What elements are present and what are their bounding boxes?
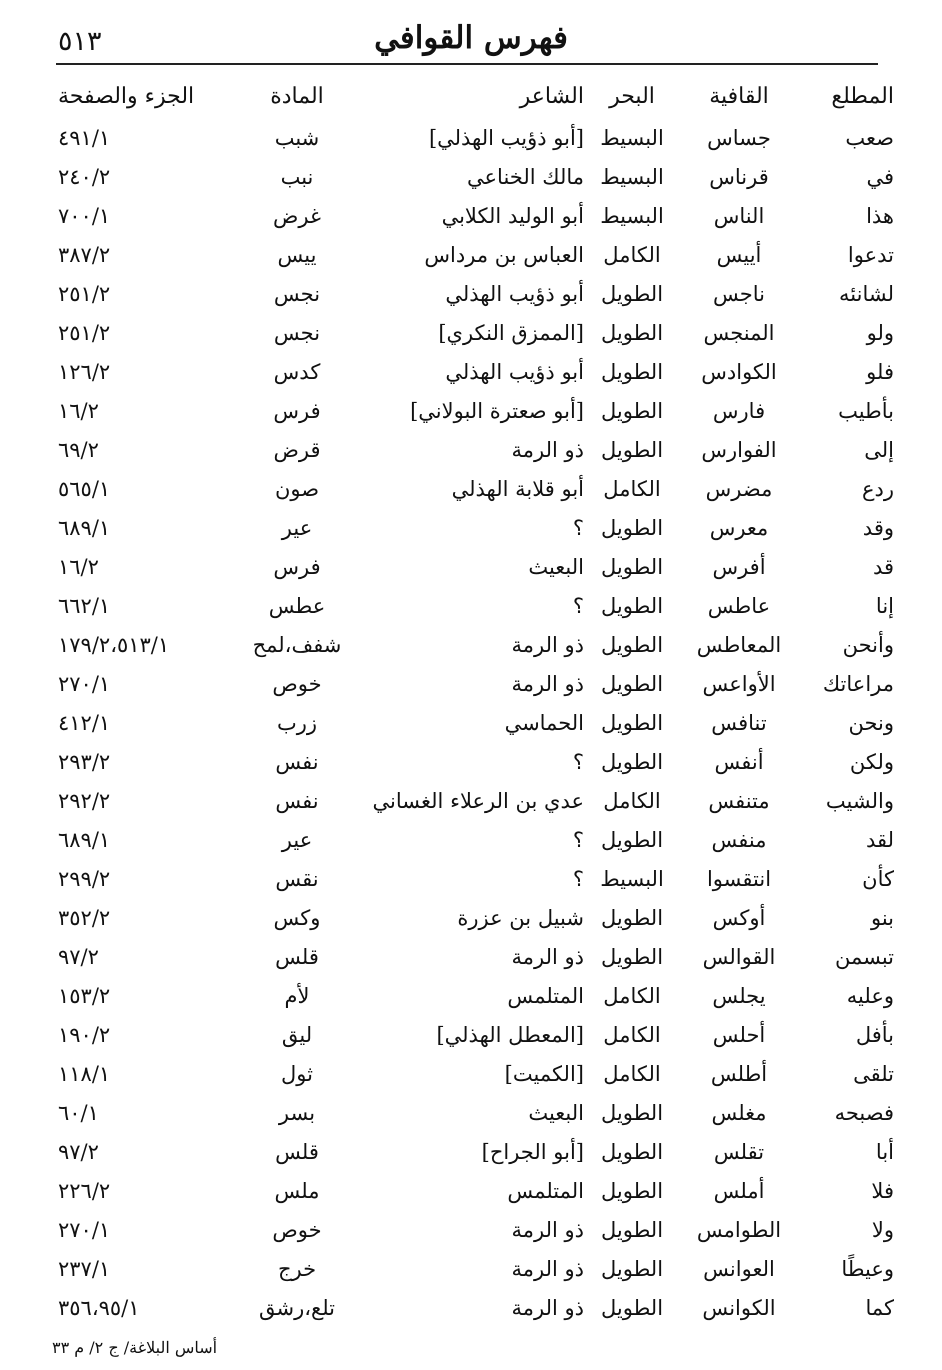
cell-qafia: يجلس — [712, 983, 766, 1008]
cell-madda: شبب — [274, 125, 320, 150]
table-row — [52, 1054, 900, 1093]
cell-matla: هذا — [866, 203, 894, 228]
cell-matla: ولكن — [849, 749, 894, 774]
page-title: فهرس القوافي — [374, 20, 568, 56]
cell-madda: ثول — [281, 1061, 313, 1086]
cell-shaer: عدي بن الرعلاء الغساني — [372, 788, 584, 813]
table-row — [52, 313, 900, 352]
cell-qafia: مغلس — [711, 1100, 767, 1125]
cell-qafia: أييس — [716, 242, 762, 267]
page-number: ٥١٣ — [58, 26, 102, 57]
cell-madda: نبب — [280, 164, 314, 189]
cell-madda: غرض — [273, 203, 321, 228]
table-row — [52, 547, 900, 586]
cell-bahr: الكامل — [603, 788, 661, 813]
cell-matla: كما — [865, 1295, 894, 1320]
cell-madda: خوص — [272, 1217, 322, 1242]
cell-matla: قد — [872, 554, 894, 579]
cell-madda: نفس — [275, 788, 319, 813]
table-row — [52, 820, 900, 859]
cell-shaer: ذو الرمة — [511, 671, 584, 696]
cell-juz: ٩٧/٢ — [58, 944, 99, 969]
cell-bahr: الطويل — [600, 1139, 664, 1164]
cell-madda: عير — [281, 515, 313, 540]
cell-qafia: تنافس — [711, 710, 767, 735]
cell-madda: وكس — [273, 905, 321, 930]
cell-shaer: مالك الخناعي — [467, 164, 584, 189]
cell-shaer: أبو قلابة الهذلي — [451, 476, 584, 501]
cell-qafia: جساس — [707, 125, 771, 150]
cell-juz: ١٥٣/٢ — [58, 983, 111, 1008]
cell-qafia: المعاطس — [696, 632, 782, 657]
cell-matla: ردع — [861, 476, 894, 501]
cell-juz: ٥٦٥/١ — [58, 476, 111, 501]
cell-matla: فصبحه — [834, 1100, 894, 1125]
cell-qafia: أنفس — [714, 749, 764, 774]
cell-qafia: أملس — [713, 1178, 765, 1203]
cell-madda: نقس — [275, 866, 319, 891]
column-header-matla: المطلع — [831, 83, 894, 109]
cell-juz: ١٢٦/٢ — [58, 359, 111, 384]
table-row — [52, 937, 900, 976]
table-row — [52, 469, 900, 508]
cell-qafia: الكوانس — [702, 1295, 776, 1320]
cell-juz: ١٧٩/٢،٥١٣/١ — [58, 632, 170, 657]
column-header-qafia: القافية — [709, 83, 769, 109]
cell-qafia: المنجس — [703, 320, 775, 345]
cell-juz: ٦٩/٢ — [58, 437, 99, 462]
cell-madda: قرض — [273, 437, 321, 462]
cell-madda: لأم — [284, 983, 310, 1008]
cell-bahr: البسيط — [600, 125, 664, 150]
cell-madda: صون — [274, 476, 320, 501]
cell-matla: بأطيب — [838, 398, 894, 423]
cell-madda: زرب — [276, 710, 318, 735]
cell-shaer: العباس بن مرداس — [424, 242, 584, 267]
cell-shaer: ذو الرمة — [511, 1295, 584, 1320]
cell-bahr: البسيط — [600, 203, 664, 228]
cell-bahr: الطويل — [600, 515, 664, 540]
cell-bahr: الطويل — [600, 437, 664, 462]
cell-madda: فرس — [273, 554, 321, 579]
cell-bahr: الكامل — [603, 983, 661, 1008]
cell-matla: تبسمن — [834, 944, 894, 969]
table-body — [52, 118, 900, 1327]
table-row — [52, 703, 900, 742]
cell-shaer: أبو ذؤيب الهذلي — [445, 359, 584, 384]
cell-bahr: الطويل — [600, 671, 664, 696]
cell-madda: ملس — [274, 1178, 320, 1203]
cell-shaer: المتلمس — [507, 983, 584, 1008]
cell-madda: فرس — [273, 398, 321, 423]
cell-qafia: الكوادس — [701, 359, 777, 384]
table-row — [52, 625, 900, 664]
cell-bahr: الطويل — [600, 1178, 664, 1203]
table-row — [52, 898, 900, 937]
cell-qafia: القوالس — [702, 944, 776, 969]
cell-matla: أبا — [875, 1139, 894, 1164]
cell-juz: ٢٣٧/١ — [58, 1256, 111, 1281]
cell-shaer: الحماسي — [504, 710, 584, 735]
table-row — [52, 781, 900, 820]
cell-madda: نفس — [275, 749, 319, 774]
cell-qafia: الناس — [713, 203, 765, 228]
cell-bahr: الكامل — [603, 476, 661, 501]
cell-matla: بنو — [870, 905, 894, 930]
cell-juz: ٢٩٣/٢ — [58, 749, 111, 774]
cell-shaer: [أبو ذؤيب الهذلي] — [428, 125, 584, 150]
cell-bahr: الطويل — [600, 905, 664, 930]
cell-juz: ١٦/٢ — [58, 554, 99, 579]
cell-madda: عير — [281, 827, 313, 852]
cell-shaer: ذو الرمة — [511, 437, 584, 462]
column-header-bahr: البحر — [609, 83, 655, 109]
footer-signature: أساس البلاغة/ ج ٢/ م ٣٣ — [52, 1338, 218, 1357]
cell-shaer: المتلمس — [507, 1178, 584, 1203]
cell-madda: ليق — [281, 1022, 313, 1047]
header-rule — [56, 63, 878, 65]
cell-matla: كأن — [862, 866, 894, 891]
cell-matla: لقد — [865, 827, 894, 852]
cell-juz: ١٩٠/٢ — [58, 1022, 111, 1047]
cell-shaer: [الممزق النكري] — [438, 320, 584, 345]
cell-matla: إنا — [875, 593, 894, 618]
table-row — [52, 196, 900, 235]
cell-qafia: أفرس — [712, 554, 766, 579]
cell-madda: نجس — [273, 281, 321, 306]
table-row — [52, 586, 900, 625]
cell-shaer: أبو ذؤيب الهذلي — [445, 281, 584, 306]
cell-shaer: البعيث — [528, 554, 584, 579]
cell-shaer: شبيل بن عزرة — [457, 905, 584, 930]
cell-qafia: أوكس — [712, 905, 766, 930]
cell-qafia: أطلس — [710, 1061, 768, 1086]
cell-shaer: [أبو الجراح] — [481, 1139, 584, 1164]
cell-juz: ٢٧٠/١ — [58, 1217, 111, 1242]
cell-bahr: الطويل — [600, 827, 664, 852]
cell-madda: تلع،رشق — [258, 1295, 335, 1320]
table-row — [52, 1171, 900, 1210]
column-header-juz: الجزء والصفحة — [58, 83, 195, 109]
cell-qafia: الطوامس — [696, 1217, 782, 1242]
column-header-shaer: الشاعر — [519, 83, 584, 109]
cell-qafia: مضرس — [705, 476, 773, 501]
table-row — [52, 1249, 900, 1288]
cell-matla: بأفل — [855, 1022, 894, 1047]
table-row — [52, 157, 900, 196]
cell-juz: ٦٨٩/١ — [58, 827, 111, 852]
table-row — [52, 430, 900, 469]
cell-shaer: ؟ — [572, 827, 584, 852]
cell-madda: عطس — [268, 593, 326, 618]
cell-matla: والشيب — [825, 788, 894, 813]
column-header-madda: المادة — [270, 83, 324, 109]
table-row — [52, 118, 900, 157]
cell-shaer: ؟ — [572, 593, 584, 618]
cell-shaer: ذو الرمة — [511, 1217, 584, 1242]
cell-qafia: قرناس — [709, 164, 769, 189]
table-row — [52, 1015, 900, 1054]
cell-qafia: الفوارس — [701, 437, 777, 462]
cell-qafia: العوانس — [703, 1256, 775, 1281]
cell-bahr: الطويل — [600, 632, 664, 657]
cell-juz: ٢٩٩/٢ — [58, 866, 111, 891]
cell-bahr: الطويل — [600, 554, 664, 579]
table-row — [52, 508, 900, 547]
cell-juz: ٢٤٠/٢ — [58, 164, 111, 189]
cell-juz: ٢٢٦/٢ — [58, 1178, 111, 1203]
cell-qafia: ناجس — [713, 281, 765, 306]
cell-shaer: ؟ — [572, 866, 584, 891]
cell-bahr: الطويل — [600, 398, 664, 423]
cell-matla: ونحن — [848, 710, 894, 735]
cell-juz: ٦٦٢/١ — [58, 593, 111, 618]
cell-matla: وعليه — [846, 983, 894, 1008]
cell-bahr: الطويل — [600, 281, 664, 306]
table-row — [52, 274, 900, 313]
cell-madda: بسر — [278, 1100, 316, 1125]
cell-matla: فلا — [871, 1178, 894, 1203]
cell-matla: فلو — [866, 359, 894, 384]
cell-bahr: الطويل — [600, 944, 664, 969]
cell-bahr: الكامل — [603, 242, 661, 267]
cell-madda: قلس — [275, 944, 319, 969]
cell-shaer: ذو الرمة — [511, 632, 584, 657]
cell-qafia: أحلس — [712, 1022, 766, 1047]
table-row — [52, 1210, 900, 1249]
cell-qafia: متنفس — [708, 788, 770, 813]
cell-matla: تدعوا — [847, 242, 894, 267]
cell-bahr: الطويل — [600, 1100, 664, 1125]
cell-juz: ٣٥٢/٢ — [58, 905, 111, 930]
cell-bahr: الطويل — [600, 593, 664, 618]
cell-matla: إلى — [864, 437, 894, 462]
cell-bahr: الكامل — [603, 1061, 661, 1086]
table-row — [52, 1132, 900, 1171]
cell-qafia: تقلس — [713, 1139, 765, 1164]
cell-matla: ولا — [871, 1217, 894, 1242]
cell-matla: ولو — [866, 320, 894, 345]
cell-matla: وأنحن — [842, 632, 894, 657]
cell-juz: ٢٩٢/٢ — [58, 788, 111, 813]
cell-qafia: انتقسوا — [706, 866, 772, 891]
cell-bahr: الطويل — [600, 710, 664, 735]
table-row — [52, 1093, 900, 1132]
cell-juz: ٧٠٠/١ — [58, 203, 111, 228]
table-row — [52, 859, 900, 898]
cell-madda: كدس — [273, 359, 321, 384]
cell-juz: ٢٧٠/١ — [58, 671, 111, 696]
cell-juz: ٤١٢/١ — [58, 710, 111, 735]
cell-shaer: ذو الرمة — [511, 944, 584, 969]
cell-shaer: [الكميت] — [504, 1061, 584, 1086]
cell-madda: نجس — [273, 320, 321, 345]
cell-juz: ١١٨/١ — [58, 1061, 111, 1086]
cell-shaer: أبو الوليد الكلابي — [441, 203, 584, 228]
cell-bahr: الطويل — [600, 359, 664, 384]
cell-matla: صعب — [845, 125, 894, 150]
cell-madda: قلس — [275, 1139, 319, 1164]
table-row — [52, 352, 900, 391]
cell-bahr: البسيط — [600, 866, 664, 891]
cell-juz: ٦٨٩/١ — [58, 515, 111, 540]
table-row — [52, 1288, 900, 1327]
cell-matla: وعيطًا — [841, 1256, 894, 1281]
cell-juz: ٢٥١/٢ — [58, 281, 111, 306]
cell-qafia: فارس — [712, 398, 766, 423]
table-row — [52, 742, 900, 781]
cell-qafia: معرس — [709, 515, 769, 540]
cell-matla: في — [866, 164, 894, 189]
cell-bahr: الطويل — [600, 1217, 664, 1242]
cell-madda: شفف،لمح — [252, 632, 342, 657]
cell-juz: ٩٧/٢ — [58, 1139, 99, 1164]
cell-bahr: الطويل — [600, 1256, 664, 1281]
cell-qafia: منفس — [711, 827, 767, 852]
table-row — [52, 664, 900, 703]
cell-shaer: ذو الرمة — [511, 1256, 584, 1281]
cell-shaer: ؟ — [572, 515, 584, 540]
cell-matla: مراعاتك — [822, 671, 894, 696]
cell-qafia: عاطس — [707, 593, 771, 618]
cell-juz: ٢٥١/٢ — [58, 320, 111, 345]
cell-bahr: الطويل — [600, 320, 664, 345]
cell-juz: ٣٥٦،٩٥/١ — [58, 1295, 140, 1320]
cell-shaer: [المعطل الهذلي] — [436, 1022, 584, 1047]
cell-matla: لشانئه — [839, 281, 894, 306]
cell-bahr: الطويل — [600, 1295, 664, 1320]
cell-juz: ٦٠/١ — [58, 1100, 99, 1125]
cell-matla: تلقى — [853, 1061, 894, 1086]
cell-shaer: [أبو صعترة البولاني] — [410, 398, 584, 423]
cell-bahr: الكامل — [603, 1022, 661, 1047]
cell-qafia: الأواعس — [702, 671, 776, 696]
cell-shaer: ؟ — [572, 749, 584, 774]
rhyme-index-table — [52, 74, 900, 1327]
cell-juz: ١٦/٢ — [58, 398, 99, 423]
table-row — [52, 976, 900, 1015]
cell-juz: ٣٨٧/٢ — [58, 242, 111, 267]
cell-madda: ييس — [277, 242, 317, 267]
cell-madda: خوص — [272, 671, 322, 696]
cell-madda: خرج — [277, 1256, 317, 1281]
table-header-row — [52, 74, 900, 118]
cell-bahr: البسيط — [600, 164, 664, 189]
table-row — [52, 235, 900, 274]
table-row — [52, 391, 900, 430]
cell-bahr: الطويل — [600, 749, 664, 774]
cell-shaer: البعيث — [528, 1100, 584, 1125]
cell-juz: ٤٩١/١ — [58, 125, 111, 150]
cell-matla: وقد — [862, 515, 894, 540]
